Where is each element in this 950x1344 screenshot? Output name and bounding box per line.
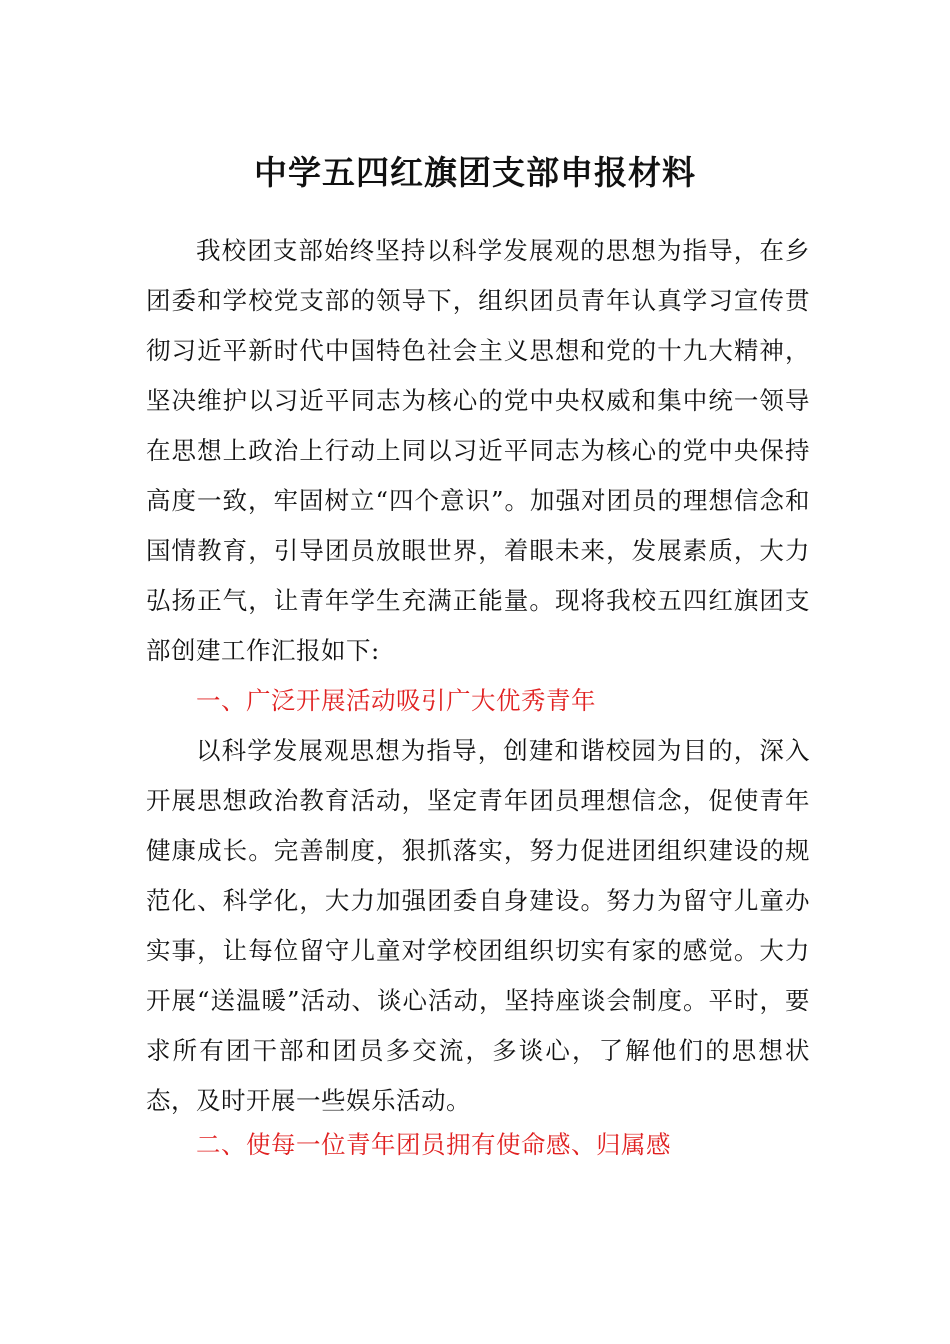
section-heading-2: 二、使每一位青年团员拥有使命感、归属感 <box>196 1130 671 1159</box>
intro-paragraph: 我校团支部始终坚持以科学发展观的思想为指导，在乡团委和学校党支部的领导下，组织团员青年认真学习宣传贯彻习近平新时代中国特色社会主义思想和党的十九大精神，坚决维护以习近平同志为核心的党中央权威和集中统一领导在思想上政治上行动上同以习近平同志为核心的党中央保持高度一致，牢固树立“四个意识”。加强对团员的理想信念和国情教育，引导团员放眼世界，着眼未来，发展素质，大力弘扬正气，让青年学生充满正能量。现将我校五四红旗团支部创建工作汇报如下: <box>146 236 810 665</box>
page-title: 中学五四红旗团支部申报材料 <box>254 153 696 192</box>
section-1-paragraph: 以科学发展观思想为指导，创建和谐校园为目的，深入开展思想政治教育活动，坚定青年团员理想信念，促使青年健康成长。完善制度，狠抓落实，努力促进团组织建设的规范化、科学化，大力加强团委自身建设。努力为留守儿童办实事，让每位留守儿童对学校团组织切实有家的感觉。大力开展“送温暖”活动、谈心活动，坚持座谈会制度。平时，要求所有团干部和团员多交流，多谈心，了解他们的思想状态，及时开展一些娱乐活动。 <box>146 736 810 1115</box>
section-heading-1: 一、广泛开展活动吸引广大优秀青年 <box>196 686 596 715</box>
